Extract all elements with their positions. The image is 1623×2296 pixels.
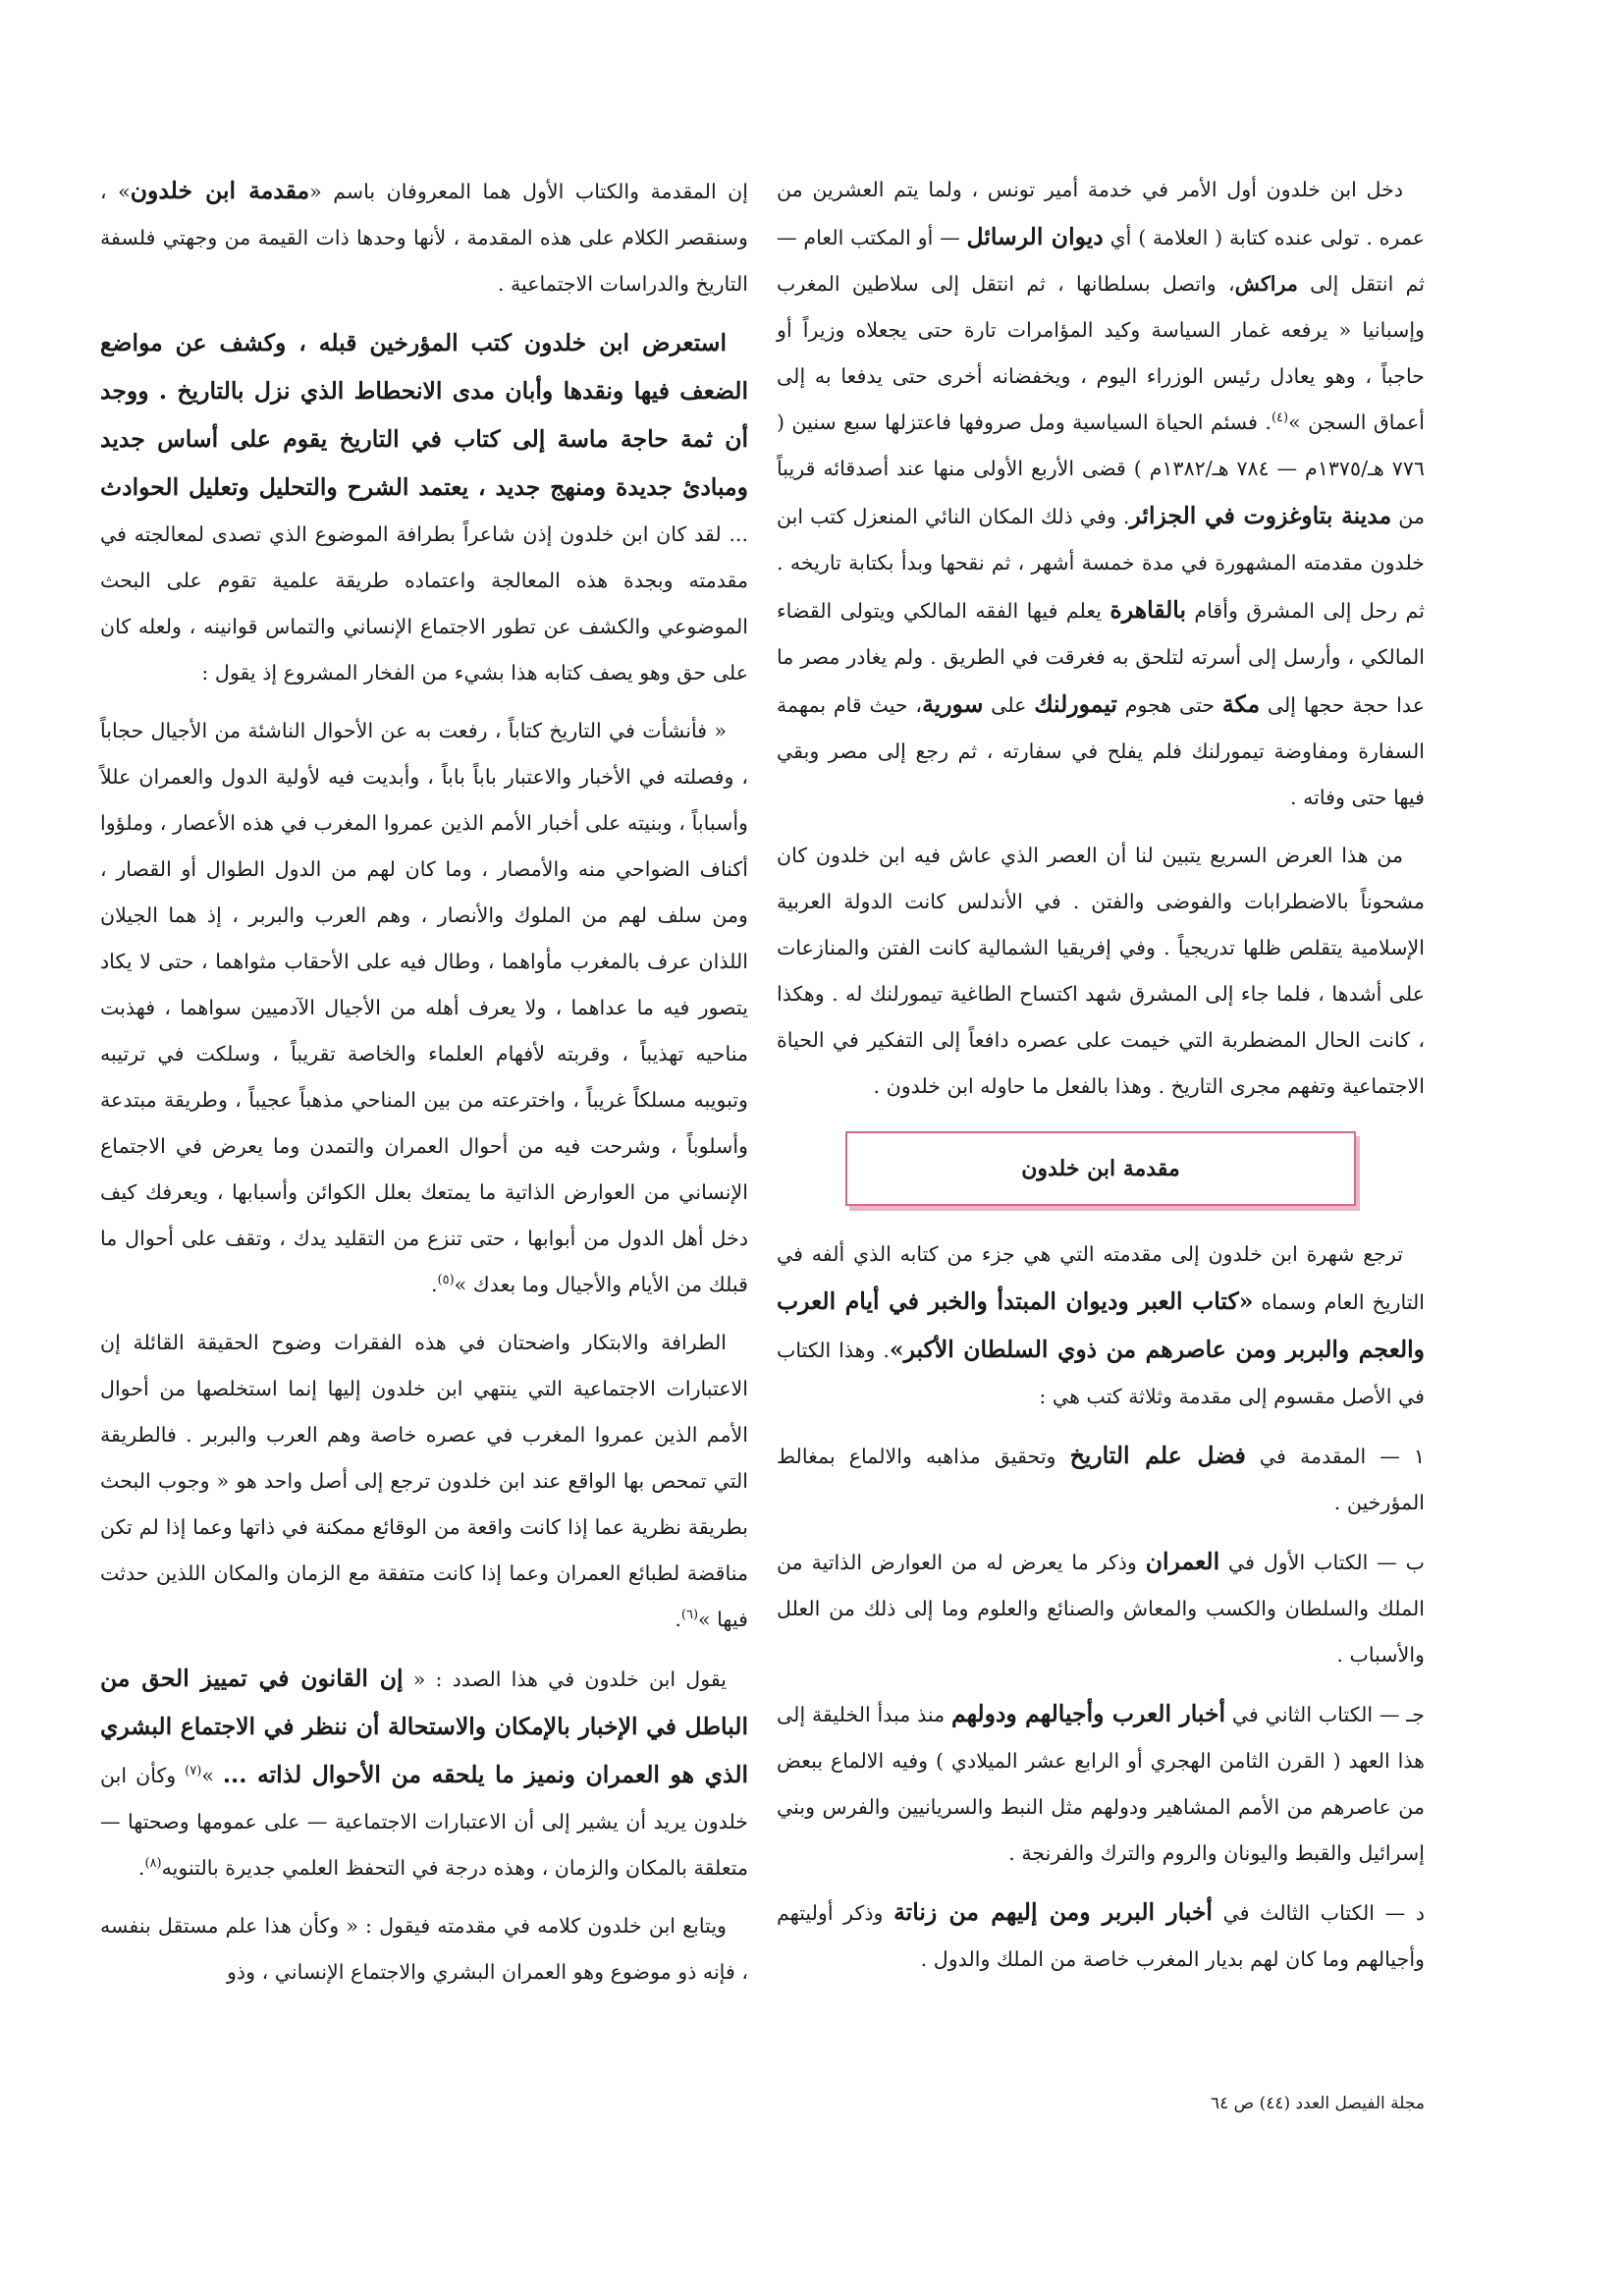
paragraph: ويتابع ابن خلدون كلامه في مقدمته فيقول : « وكأن هذا علم مستقل بنفسه ، فإنه ذو موضوع وهو العمران البشري والاجتماع الإنساني ، وذو — [100, 1914, 748, 1984]
text: دخل ابن خلدون أول الأمر في خدمة أمير تونس ، ولما يتم العشرين من عمره . تولى عنده كتابة ( العلامة ) أي — [777, 178, 1426, 249]
text: . فسئم الحياة السياسية ومل صروفها فاعتزلها سبع سنين ( ٧٧٦ هـ/١٣٧٥م — ٧٨٤ هـ/١٣٨٢م ) قضى الأربع الأولى منها عند أصدقائه قريباً من — [777, 410, 1426, 528]
bold-passage: إن القانون في تمييز الحق من الباطل في الإخبار بالإمكان والاستحالة أن ننظر في الاجتماع البشري الذي هو العمران ونميز ما يلحقه من الأحوال لذاته ... — [100, 1665, 749, 1788]
section-heading: مقدمة ابن خلدون — [845, 1131, 1356, 1206]
text: . وهذا الكتاب في الأصل مقسوم إلى مقدمة وثلاثة كتب هي : — [777, 1339, 1425, 1408]
text: وتحقيق مذاهبه والالماع بمغالط المؤرخين . — [777, 1445, 1425, 1514]
text: وذكر أوليتهم وأجيالهم وما كان لهم بديار المغرب خاصة من الملك والدول . — [777, 1901, 1425, 1971]
footnote-ref: (٨) — [144, 1856, 162, 1872]
right-column — [777, 167, 1425, 1995]
bold-term: مقدمة ابن خلدون — [130, 177, 310, 204]
text: وكأن ابن خلدون يريد أن يشير إلى أن الاعتبارات الاجتماعية — على عمومها وصحتها — متعلقة بالمكان والزمان ، وهذه درجة في التحفظ العلمي جديرة بالتنويه — [100, 1764, 748, 1880]
text: » — [201, 1764, 214, 1787]
text: ترجع شهرة ابن خلدون إلى مقدمته التي هي جزء من كتابه الذي ألفه في التاريخ العام وسماه — [777, 1242, 1426, 1314]
list-item — [777, 1690, 1425, 1877]
text: جـ — الكتاب الثاني في — [1231, 1703, 1426, 1726]
bold-term: تيمورلنك — [1034, 690, 1117, 718]
footnote-ref: (٧) — [185, 1764, 202, 1779]
text: يقول ابن خلدون في هذا الصدد : « — [412, 1667, 728, 1691]
footnote-ref: (٦) — [680, 1608, 699, 1623]
left-column — [100, 167, 748, 2007]
bold-term: مراكش — [1234, 272, 1298, 296]
text: إن المقدمة والكتاب الأول هما المعروفان باسم « — [309, 180, 748, 203]
paragraph — [100, 167, 748, 307]
bold-term: سورية — [922, 690, 984, 718]
quotation: « فأنشأت في التاريخ كتاباً ، رفعت به عن الأحوال الناشئة من الأجيال حجاباً ، وفصلته في الأخبار والاعتبار باباً باباً ، وأبديت فيه لأولية الدول والعمران عللاً وأسباباً ، وبنيته على أخبار الأمم الذين عمروا المغرب في هذه الأعصار ، وملؤوا أكناف الضواحي منه والأمصار ، وما كان لهم من الدول الطوال أو القصار ، ومن سلف لهم من الملوك والأنصار ، وهم العرب والبربر ، إذ هما الجيلان اللذان عرف بالمغرب مأواهما ، وطال فيه على الأحقاب مثواهما ، حتى لا يكاد يتصور فيه ما عداهما ، ولا يعرف أهله من الأجيال الآدميين سواهما ، فهذبت مناحيه تهذيباً ، وقربته لأفهام العلماء والخاصة تقريباً ، وسلكت في ترتيبه وتبويبه مسلكاً غريباً ، واخترعته من بين المناحي مذهباً عجيباً ، وطريقة مبتدعة وأسلوباً ، وشرحت فيه من أحوال العمران والتمدن وما يعرض في الاجتماع الإنساني من العوارض الذاتية ما يمتعك بعلل الكوائن وأسبابها ، ويعرفك كيف دخل أهل الدول من أبوابها ، حتى تنزع من التقليد يدك ، وتقف على أحوال ما قبلك من الأيام والأجيال وما بعدك »$^{(٥)}$. — [100, 719, 748, 1296]
paragraph: الطرافة والابتكار واضحتان في هذه الفقرات وضوح الحقيقة القائلة إن الاعتبارات الاجتماعية التي ينتهي ابن خلدون إليها إنما استخلصها من أحوال الأمم الذين عمروا المغرب في عصره خاصة وهم العرب والبربر . فالطريقة التي تمحص بها الواقع عند ابن خلدون ترجع إلى أصل واحد هو « وجوب البحث بطريقة نظرية عما إذا كانت واقعة من الوقائع ممكنة في ذاتها وعما إذا لم تكن مناقضة لطبائع العمران وعما إذا كانت متفقة مع الزمان والمكان اللذين حدثت فيها »$^{(٦)}$. — [100, 1331, 748, 1631]
bold-term: مدينة بتاوغزوت في الجزائر — [1129, 502, 1392, 529]
paragraph — [100, 319, 748, 696]
bold-term: أخبار البربر ومن إليهم من زناتة — [893, 1898, 1213, 1926]
text: ، حيث قام بمهمة السفارة ومفاوضة تيمورلنك فلم يفلح في سفارته ، ثم رجع إلى مصر وبقي فيها حتى وفاته . — [777, 693, 1425, 809]
paragraph: من هذا العرض السريع يتبين لنا أن العصر الذي عاش فيه ابن خلدون كان مشحوناً بالاضطرابات والفوضى والفتن . في الأندلس كانت الدولة العربية الإسلامية يتقلص ظلها تدريجياً . وفي إفريقيا الشمالية كانت الفتن والمنازعات على أشدها ، فلما جاء إلى المشرق شهد اكتساح الطاغية تيمورلنك له . وهكذا ، كانت الحال المضطربة التي خيمت على عصره دافعاً إلى التفكير في الحياة الاجتماعية وتفهم مجرى التاريخ . وهذا بالفعل ما حاوله ابن خلدون . — [777, 844, 1425, 1098]
text: وذكر ما يعرض له من العوارض الذاتية من الملك والسلطان والكسب والمعاش والصنائع والعلوم وما إلى ذلك من العلل والأسباب . — [777, 1551, 1425, 1667]
text: » ، وسنقصر الكلام على هذه المقدمة ، لأنها وحدها ذات القيمة من وجهتي فلسفة التاريخ والدراسات الاجتماعية . — [100, 180, 748, 296]
text: . وفي ذلك المكان النائي المنعزل كتب ابن خلدون مقدمته المشهورة في مدة خمسة أشهر ، ثم نقحها وبدأ بكتابة تاريخه . ثم رحل إلى المشرق وأقام — [777, 505, 1425, 623]
text: ... لقد كان ابن خلدون إذن شاعراً بطرافة الموضوع الذي تصدى لمعالجته في مقدمته وبجدة هذه المعالجة واعتماده طريقة علمية تقوم على البحث الموضوعي والكشف عن تطور الاجتماع الإنساني والتماس قوانينه ، ولعله كان على حق وهو يصف كتابه هذا بشيء من الفخار المشروع إذ يقول : — [100, 522, 748, 684]
bold-term: مكة — [1221, 690, 1261, 718]
footnote-ref: (٥) — [437, 1273, 455, 1288]
text: — أو المكتب العام — ثم انتقل إلى — [777, 226, 1426, 296]
bold-passage: استعرض ابن خلدون كتب المؤرخين قبله ، وكشف عن مواضع الضعف فيها ونقدها وأبان مدى الانحطاط الذي نزل بالتاريخ . ووجد أن ثمة حاجة ماسة إلى كتاب في التاريخ يقوم على أساس جديد ومبادئ جديدة ومنهج جديد ، يعتمد الشرح والتحليل وتعليل الحوادث — [100, 329, 748, 501]
list-item — [777, 1432, 1425, 1526]
text: ١ — المقدمة في — [1259, 1445, 1426, 1468]
paragraph: يقول ابن خلدون في هذا الصدد : « إن القانون في تمييز الحق من الباطل في الإخبار بالإمكان والاستحالة أن ننظر في الاجتماع البشري الذي هو العمران ونميز ما يلحقه من الأحوال لذاته ... »$^{(٧)}$ وكأن ابن خلدون يريد أن يشير إلى أن الاعتبارات الاجتماعية — على عمومها وصحتها — متعلقة بالمكان والزمان ، وهذه درجة في التحفظ العلمي جديرة بالتنويه$^{(٨)}$. — [100, 1665, 749, 1880]
text: د — الكتاب الثالث في — [1222, 1901, 1425, 1925]
bold-term: ديوان الرسائل — [966, 223, 1104, 250]
list-item — [777, 1538, 1425, 1678]
text: ، واتصل بسلطانها ، ثم انتقل إلى سلاطين المغرب وإسبانيا « يرفعه غمار السياسة وكيد المؤامرات تارة حتى يجعلاه وزيراً أو حاجباً ، وهو يعادل رئيس الوزراء اليوم ، ويخفضانه أخرى حتى يدفعا به إلى أعماق السجن » — [777, 272, 1425, 434]
text: منذ مبدأ الخليقة إلى هذا العهد ( القرن الثامن الهجري أو الرابع عشر الميلادي ) وفيه الالماع ببعض من عاصرهم من الأمم المشاهير ودولهم مثل النبط والسريانيين والفرس وبني إسرائيل والقبط واليونان والروم والترك والفرنجة . — [777, 1703, 1425, 1865]
bold-term: فضل علم التاريخ — [1069, 1442, 1246, 1469]
text: يعلم فيها الفقه المالكي ويتولى القضاء المالكي ، وأرسل إلى أسرته لتلحق به فغرقت في الطريق . ولم يغادر مصر ما عدا حجة حجها إلى — [777, 599, 1425, 717]
footnote-ref: (٤) — [1271, 410, 1289, 426]
bold-term: العمران — [1145, 1548, 1220, 1575]
text: « فأنشأت في التاريخ كتاباً ، رفعت به عن الأحوال الناشئة من الأجيال حجاباً ، وفصلته في الأخبار والاعتبار باباً باباً ، وأبديت فيه لأولية الدول والعمران عللاً وأسباباً ، وبنيته على أخبار الأمم الذين عمروا المغرب في هذه الأعصار ، وملؤوا أكناف الضواحي منه والأمصار ، وما كان لهم من الدول الطوال أو القصار ، ومن سلف لهم من الملوك والأنصار ، وهم العرب والبربر ، إذ هما الجيلان اللذان عرف بالمغرب مأواهما ، وطال فيه على الأحقاب مثواهما ، حتى لا يكاد يتصور فيه ما عداهما ، ولا يعرف أهله من الأجيال الآدميين سواهما ، فهذبت مناحيه تهذيباً ، وقربته لأفهام العلماء والخاصة تقريباً ، وسلكت في ترتيبه وتبويبه مسلكاً غريباً ، واخترعته من بين المناحي مذهباً عجيباً ، وطريقة مبتدعة وأسلوباً ، وشرحت فيه من أحوال العمران والتمدن وما يعرض في الاجتماع الإنساني من العوارض الذاتية ما يمتعك بعلل الكوائن وأسبابها ، ويعرفك كيف دخل أهل الدول من أبوابها ، حتى تنزع من التقليد يدك ، وتقف على أحوال ما قبلك من الأيام والأجيال وما بعدك » — [100, 719, 748, 1296]
bold-term: بالقاهرة — [1109, 596, 1187, 624]
bold-term: أخبار العرب وأجيالهم ودولهم — [950, 1700, 1226, 1727]
paragraph — [777, 1231, 1425, 1420]
text: على — [991, 693, 1027, 717]
text: ب — الكتاب الأول في — [1227, 1551, 1426, 1574]
list-item — [777, 1888, 1425, 1983]
text: الطرافة والابتكار واضحتان في هذه الفقرات وضوح الحقيقة القائلة إن الاعتبارات الاجتماعية التي ينتهي ابن خلدون إليها إنما استخلصها من أحوال الأمم الذين عمروا المغرب في عصره خاصة وهم العرب والبربر . فالطريقة التي تمحص بها الواقع عند ابن خلدون ترجع إلى أصل واحد هو « وجوب البحث بطريقة نظرية عما إذا كانت واقعة من الوقائع ممكنة في ذاتها وعما إذا لم تكن مناقضة لطبائع العمران وعما إذا كانت متفقة مع الزمان والمكان اللذين حدثت فيها » — [100, 1331, 748, 1631]
book-title: «كتاب العبر وديوان المبتدأ والخبر في أيام العرب والعجم والبربر ومن عاصرهم من ذوي السلطان الأكبر» — [777, 1287, 1425, 1363]
text: حتى هجوم — [1124, 693, 1216, 717]
page-footer: مجلة الفيصل العدد (٤٤) ص ٦٤ — [1210, 2094, 1425, 2113]
paragraph — [777, 167, 1425, 821]
